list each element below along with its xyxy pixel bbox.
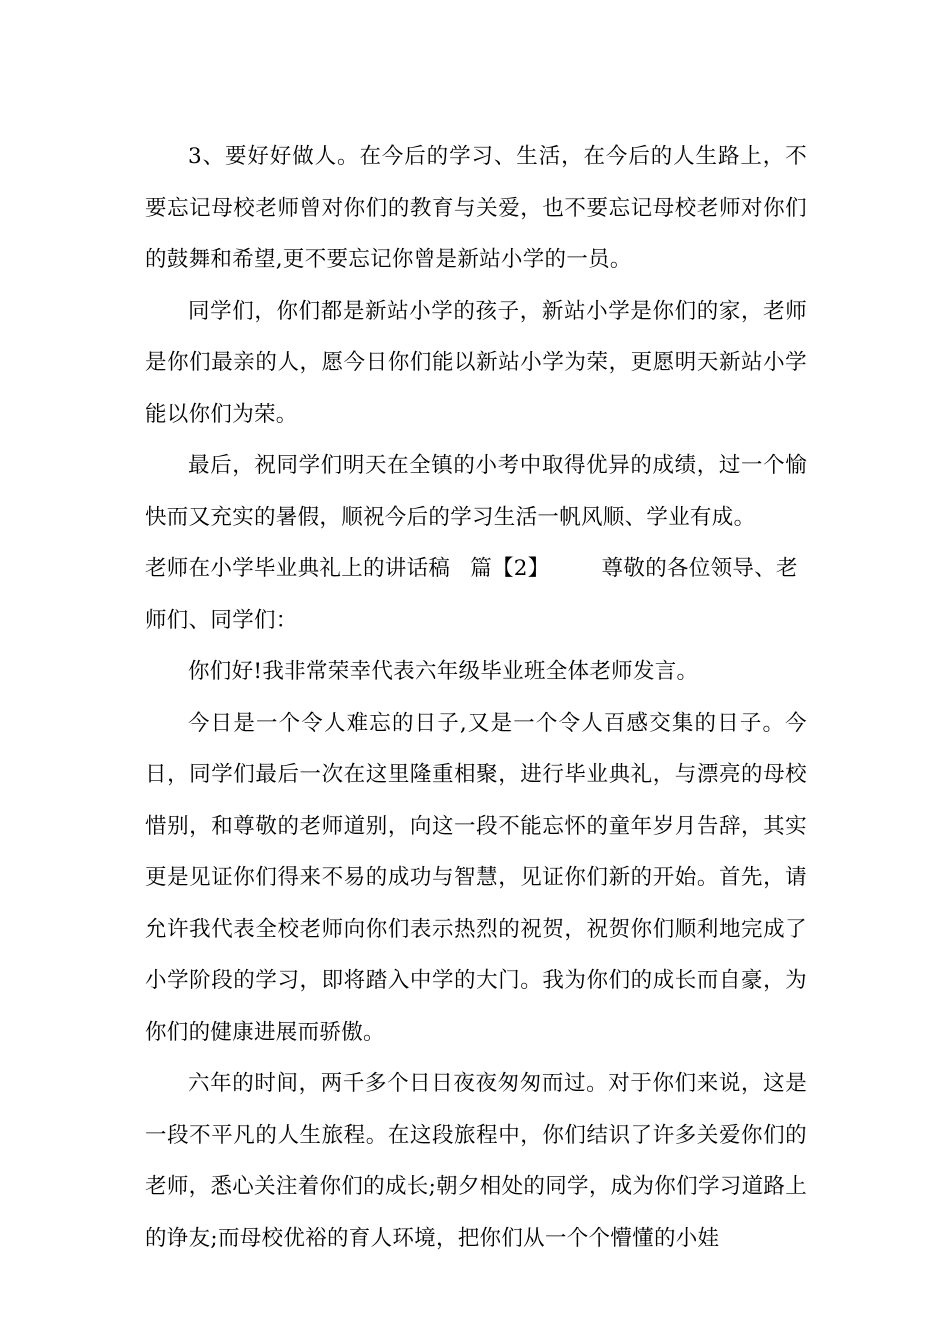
paragraph-opening-greeting: 你们好!我非常荣幸代表六年级毕业班全体老师发言。 [188, 659, 699, 684]
speech-title: 老师在小学毕业典礼上的讲话稿 [145, 556, 451, 581]
paragraph-final-wishes: 最后，祝同学们明天在全镇的小考中取得优异的成绩，过一个愉快而又充实的暑假，顺祝今后的学习生活一帆风顺、学业有成。 [145, 453, 807, 530]
speech-number: 篇【2】 [470, 556, 550, 581]
document-body [145, 131, 807, 1264]
paragraph-six-years: 六年的时间，两千多个日日夜夜匆匆而过。对于你们来说，这是一段不平凡的人生旅程。在这段旅程中，你们结识了许多关爱你们的老师，悉心关注着你们的成长;朝夕相处的同学，成为你们学习道路上的诤友;而母校优裕的育人环境，把你们从一个个懵懂的小娃 [145, 1071, 807, 1251]
paragraph-memorable-day: 今日是一个令人难忘的日子,又是一个令人百感交集的日子。今日，同学们最后一次在这里隆重相聚，进行毕业典礼，与漂亮的母校惜别，和尊敬的老师道别，向这一段不能忘怀的童年岁月告辞，其实更是见证你们得来不易的成功与智慧，见证你们新的开始。首先，请允许我代表全校老师向你们表示热烈的祝贺，祝贺你们顺利地完成了小学阶段的学习，即将踏入中学的大门。我为你们的成长而自豪，为你们的健康进展而骄傲。 [145, 710, 807, 1045]
paragraph-students-school-home: 同学们，你们都是新站小学的孩子，新站小学是你们的家，老师是你们最亲的人，愿今日你们能以新站小学为荣，更愿明天新站小学能以你们为荣。 [145, 298, 807, 427]
paragraph-be-a-good-person: 3、要好好做人。在今后的学习、生活，在今后的人生路上，不要忘记母校老师曾对你们的教育与关爱，也不要忘记母校老师对你们的鼓舞和希望,更不要忘记你曾是新站小学的一员。 [145, 144, 807, 272]
greeting-start: 尊敬的各位领导、老 [601, 556, 798, 581]
greeting-continued: 师们、同学们： [145, 607, 298, 633]
speech-heading-line [145, 543, 807, 595]
